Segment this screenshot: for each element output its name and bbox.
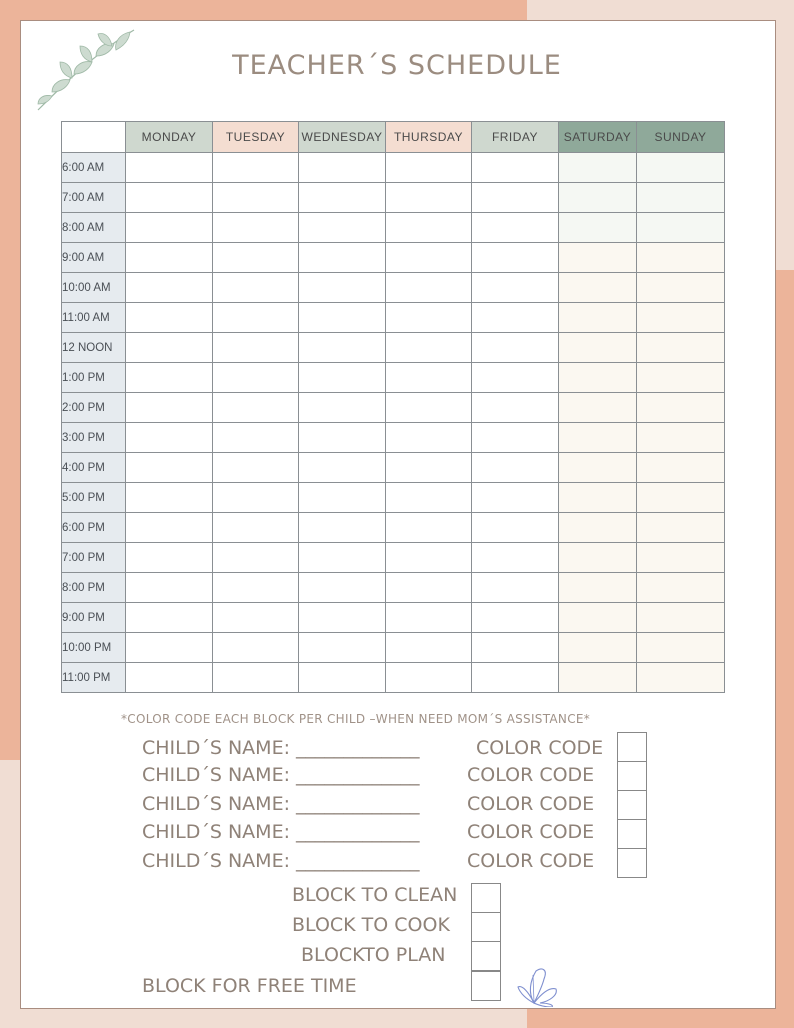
schedule-cell-tuesday[interactable] [213,633,299,663]
day-header-thursday: THURSDAY [386,122,472,153]
schedule-cell-friday[interactable] [472,363,559,393]
time-label: 6:00 AM [62,153,126,183]
schedule-cell-monday[interactable] [126,633,213,663]
schedule-cell-sunday[interactable] [637,333,725,363]
schedule-cell-thursday[interactable] [386,363,472,393]
schedule-cell-saturday[interactable] [559,573,637,603]
schedule-cell-wednesday[interactable] [299,603,386,633]
color-code-label: COLOR CODE [476,737,604,759]
schedule-cell-thursday[interactable] [386,483,472,513]
schedule-cell-wednesday[interactable] [299,633,386,663]
child-name-line: CHILD´S NAME: _____________ [142,764,420,786]
schedule-cell-friday[interactable] [472,663,559,693]
schedule-cell-wednesday[interactable] [299,303,386,333]
schedule-cell-friday[interactable] [472,603,559,633]
schedule-cell-saturday[interactable] [559,513,637,543]
schedule-cell-wednesday[interactable] [299,663,386,693]
schedule-cell-sunday[interactable] [637,453,725,483]
time-label: 4:00 PM [62,453,126,483]
day-header-wednesday: WEDNESDAY [299,122,386,153]
schedule-cell-wednesday[interactable] [299,453,386,483]
schedule-cell-tuesday[interactable] [213,543,299,573]
schedule-cell-sunday[interactable] [637,633,725,663]
schedule-cell-tuesday[interactable] [213,363,299,393]
schedule-cell-saturday[interactable] [559,483,637,513]
time-label: 8:00 PM [62,573,126,603]
color-code-box[interactable] [617,848,647,878]
time-row [62,363,725,393]
schedule-cell-tuesday[interactable] [213,603,299,633]
schedule-cell-saturday[interactable] [559,603,637,633]
schedule-cell-wednesday[interactable] [299,573,386,603]
schedule-cell-thursday[interactable] [386,153,472,183]
time-label: 12 NOON [62,333,126,363]
schedule-cell-wednesday[interactable] [299,393,386,423]
schedule-cell-thursday[interactable] [386,513,472,543]
schedule-cell-monday[interactable] [126,453,213,483]
time-label: 6:00 PM [62,513,126,543]
schedule-cell-thursday[interactable] [386,393,472,423]
block-plan-box[interactable] [471,941,501,971]
time-row [62,423,725,453]
block-free-time-box[interactable] [471,971,501,1001]
child-name-line: CHILD´S NAME: _____________ [142,737,420,759]
schedule-cell-thursday[interactable] [386,663,472,693]
time-label: 9:00 AM [62,243,126,273]
time-row [62,573,725,603]
schedule-cell-monday[interactable] [126,393,213,423]
schedule-cell-sunday[interactable] [637,153,725,183]
schedule-cell-friday[interactable] [472,633,559,663]
schedule-cell-saturday[interactable] [559,333,637,363]
time-label: 8:00 AM [62,213,126,243]
schedule-cell-saturday[interactable] [559,543,637,573]
schedule-cell-thursday[interactable] [386,303,472,333]
schedule-cell-tuesday[interactable] [213,423,299,453]
day-header-tuesday: TUESDAY [213,122,299,153]
child-name-line: CHILD´S NAME: _____________ [142,793,420,815]
time-label: 11:00 AM [62,303,126,333]
schedule-cell-sunday[interactable] [637,303,725,333]
time-row [62,243,725,273]
schedule-cell-sunday[interactable] [637,423,725,453]
time-row [62,663,725,693]
schedule-cell-friday[interactable] [472,243,559,273]
block-clean-label: BLOCK TO CLEAN [292,884,458,906]
schedule-cell-thursday[interactable] [386,273,472,303]
schedule-cell-sunday[interactable] [637,393,725,423]
schedule-cell-wednesday[interactable] [299,423,386,453]
time-row [62,183,725,213]
schedule-cell-thursday[interactable] [386,603,472,633]
color-code-box[interactable] [617,790,647,820]
schedule-cell-thursday[interactable] [386,543,472,573]
schedule-cell-friday[interactable] [472,303,559,333]
schedule-cell-saturday[interactable] [559,453,637,483]
schedule-cell-wednesday[interactable] [299,183,386,213]
schedule-cell-wednesday[interactable] [299,513,386,543]
schedule-cell-sunday[interactable] [637,243,725,273]
schedule-cell-monday[interactable] [126,273,213,303]
time-label: 10:00 PM [62,633,126,663]
block-plan-label: BLOCKTO PLAN [301,944,446,966]
time-row [62,213,725,243]
time-row [62,453,725,483]
child-name-line: CHILD´S NAME: _____________ [142,821,420,843]
schedule-cell-sunday[interactable] [637,663,725,693]
child-name-line: CHILD´S NAME: _____________ [142,850,420,872]
schedule-cell-friday[interactable] [472,153,559,183]
schedule-cell-wednesday[interactable] [299,543,386,573]
block-cook-label: BLOCK TO COOK [292,914,450,936]
schedule-cell-tuesday[interactable] [213,273,299,303]
schedule-cell-tuesday[interactable] [213,303,299,333]
time-label: 7:00 PM [62,543,126,573]
color-code-label: COLOR CODE [467,793,595,815]
butterfly-icon [514,963,560,1007]
schedule-cell-monday[interactable] [126,603,213,633]
time-label: 9:00 PM [62,603,126,633]
header-row [62,122,725,153]
time-row [62,543,725,573]
schedule-cell-friday[interactable] [472,423,559,453]
color-code-box[interactable] [617,732,647,762]
schedule-cell-tuesday[interactable] [213,663,299,693]
schedule-cell-sunday[interactable] [637,273,725,303]
schedule-cell-sunday[interactable] [637,363,725,393]
schedule-cell-sunday[interactable] [637,573,725,603]
block-clean-box[interactable] [471,883,501,913]
schedule-table [61,121,725,693]
time-label: 1:00 PM [62,363,126,393]
schedule-cell-friday[interactable] [472,543,559,573]
schedule-cell-monday[interactable] [126,483,213,513]
schedule-cell-monday[interactable] [126,183,213,213]
schedule-cell-thursday[interactable] [386,213,472,243]
schedule-cell-thursday[interactable] [386,423,472,453]
time-row [62,393,725,423]
time-label: 2:00 PM [62,393,126,423]
schedule-cell-thursday[interactable] [386,243,472,273]
color-code-box[interactable] [617,819,647,849]
schedule-cell-sunday[interactable] [637,543,725,573]
page-title: TEACHER´S SCHEDULE [232,50,562,81]
schedule-cell-friday[interactable] [472,453,559,483]
time-row [62,303,725,333]
time-row [62,603,725,633]
schedule-cell-monday[interactable] [126,213,213,243]
schedule-cell-wednesday[interactable] [299,213,386,243]
schedule-cell-wednesday[interactable] [299,333,386,363]
schedule-cell-monday[interactable] [126,333,213,363]
day-header-saturday: SATURDAY [559,122,637,153]
schedule-cell-saturday[interactable] [559,153,637,183]
schedule-cell-friday[interactable] [472,213,559,243]
schedule-cell-monday[interactable] [126,303,213,333]
schedule-cell-friday[interactable] [472,393,559,423]
schedule-cell-tuesday[interactable] [213,183,299,213]
schedule-cell-saturday[interactable] [559,363,637,393]
time-label: 11:00 PM [62,663,126,693]
day-header-sunday: SUNDAY [637,122,725,153]
schedule-cell-wednesday[interactable] [299,153,386,183]
schedule-cell-sunday[interactable] [637,513,725,543]
color-code-note: *COLOR CODE EACH BLOCK PER CHILD –WHEN NEED MOM´S ASSISTANCE* [121,712,591,726]
color-code-label: COLOR CODE [467,821,595,843]
color-code-box[interactable] [617,761,647,791]
schedule-cell-tuesday[interactable] [213,453,299,483]
schedule-cell-wednesday[interactable] [299,483,386,513]
schedule-cell-thursday[interactable] [386,183,472,213]
time-row [62,513,725,543]
schedule-cell-saturday[interactable] [559,213,637,243]
schedule-cell-saturday[interactable] [559,273,637,303]
color-code-label: COLOR CODE [467,850,595,872]
schedule-cell-tuesday[interactable] [213,243,299,273]
schedule-cell-saturday[interactable] [559,243,637,273]
schedule-cell-thursday[interactable] [386,573,472,603]
schedule-cell-tuesday[interactable] [213,513,299,543]
schedule-cell-tuesday[interactable] [213,573,299,603]
schedule-cell-saturday[interactable] [559,663,637,693]
time-row [62,633,725,663]
schedule-cell-sunday[interactable] [637,183,725,213]
block-cook-box[interactable] [471,912,501,942]
time-row [62,153,725,183]
schedule-cell-friday[interactable] [472,573,559,603]
schedule-cell-thursday[interactable] [386,453,472,483]
time-row [62,333,725,363]
schedule-cell-monday[interactable] [126,423,213,453]
time-label: 10:00 AM [62,273,126,303]
block-free-time-label: BLOCK FOR FREE TIME [142,975,357,997]
schedule-cell-friday[interactable] [472,273,559,303]
schedule-cell-monday[interactable] [126,663,213,693]
schedule-cell-saturday[interactable] [559,183,637,213]
time-row [62,273,725,303]
corner-cell [62,122,126,153]
schedule-cell-wednesday[interactable] [299,243,386,273]
schedule-cell-tuesday[interactable] [213,153,299,183]
time-label: 5:00 PM [62,483,126,513]
schedule-cell-monday[interactable] [126,153,213,183]
schedule-cell-sunday[interactable] [637,483,725,513]
schedule-cell-monday[interactable] [126,513,213,543]
schedule-cell-wednesday[interactable] [299,273,386,303]
schedule-cell-tuesday[interactable] [213,213,299,243]
schedule-cell-saturday[interactable] [559,633,637,663]
schedule-cell-thursday[interactable] [386,333,472,363]
schedule-cell-monday[interactable] [126,363,213,393]
time-label: 3:00 PM [62,423,126,453]
schedule-cell-tuesday[interactable] [213,483,299,513]
schedule-cell-sunday[interactable] [637,213,725,243]
color-code-label: COLOR CODE [467,764,595,786]
schedule-cell-friday[interactable] [472,333,559,363]
schedule-cell-friday[interactable] [472,513,559,543]
schedule-cell-saturday[interactable] [559,303,637,333]
schedule-cell-monday[interactable] [126,573,213,603]
time-label: 7:00 AM [62,183,126,213]
schedule-cell-tuesday[interactable] [213,393,299,423]
schedule-cell-monday[interactable] [126,243,213,273]
schedule-cell-monday[interactable] [126,543,213,573]
time-row [62,483,725,513]
schedule-cell-tuesday[interactable] [213,333,299,363]
schedule-cell-friday[interactable] [472,183,559,213]
schedule-cell-friday[interactable] [472,483,559,513]
schedule-cell-wednesday[interactable] [299,363,386,393]
schedule-cell-sunday[interactable] [637,603,725,633]
day-header-friday: FRIDAY [472,122,559,153]
schedule-cell-saturday[interactable] [559,423,637,453]
schedule-cell-thursday[interactable] [386,633,472,663]
day-header-monday: MONDAY [126,122,213,153]
schedule-cell-saturday[interactable] [559,393,637,423]
